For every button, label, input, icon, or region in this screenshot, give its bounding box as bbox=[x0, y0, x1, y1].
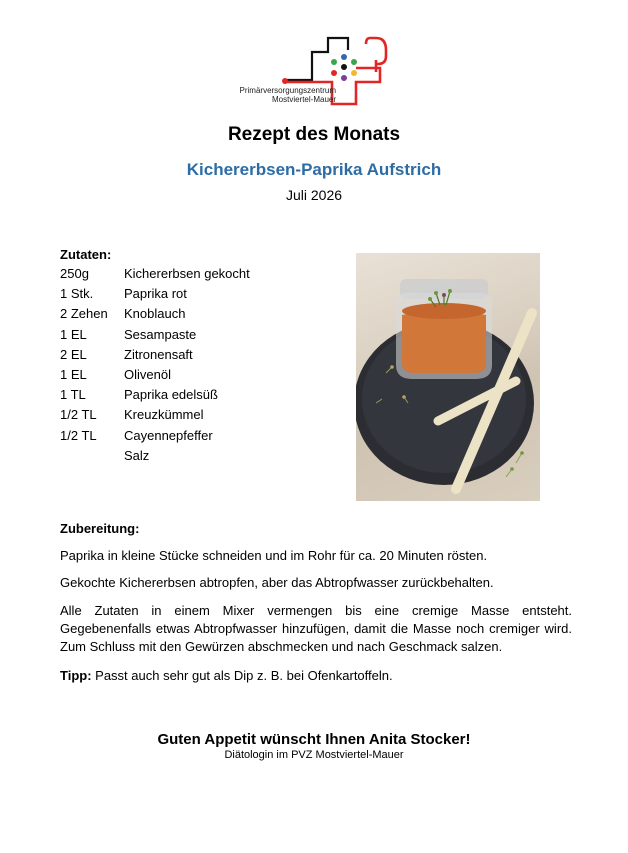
ingredient-name: Paprika rot bbox=[124, 286, 187, 302]
ingredient-amount: 2 Zehen bbox=[60, 306, 108, 322]
closing-line: Guten Appetit wünscht Ihnen Anita Stocker! bbox=[157, 731, 471, 748]
recipe-photo-illustration bbox=[356, 253, 540, 501]
ingredient-row bbox=[60, 304, 250, 324]
ingredient-row bbox=[60, 426, 250, 446]
ingredient-amount: 1 Stk. bbox=[60, 286, 94, 302]
ingredient-name: Knoblauch bbox=[124, 306, 186, 322]
ingredients-list bbox=[60, 264, 250, 466]
ingredient-row bbox=[60, 284, 250, 304]
ingredient-name: Salz bbox=[124, 447, 150, 463]
ingredient-row bbox=[60, 405, 250, 425]
ingredient-amount: 2 EL bbox=[60, 346, 87, 362]
recipe-photo bbox=[356, 253, 540, 501]
signature-line: Diätologin im PVZ Mostviertel-Mauer bbox=[224, 749, 404, 761]
page-title: Rezept des Monats bbox=[227, 124, 401, 145]
ingredient-row bbox=[60, 365, 250, 385]
ingredient-amount: 1/2 TL bbox=[60, 427, 97, 443]
logo-line-1: Primärversorgungszentrum bbox=[239, 86, 336, 95]
preparation-step: Gekochte Kichererbsen abtropfen, aber das Abtropfwasser zurückbehalten. bbox=[60, 575, 494, 590]
preparation-step: Paprika in kleine Stücke schneiden und im Rohr für ca. 20 Minuten rösten. bbox=[60, 548, 488, 563]
ingredient-name: Kreuzkümmel bbox=[124, 407, 204, 423]
ingredient-name: Paprika edelsüß bbox=[124, 387, 218, 403]
preparation-step: Alle Zutaten in einem Mixer vermengen bis eine cremige Masse entsteht. Gegebenenfalls etwas Abtropfwasser hinzufügen, damit die Masse noch cremiger wird. Zum Schluss mit den Gewürzen abschmecken und nach Geschmack salzen. bbox=[60, 603, 572, 654]
ingredient-amount: 1 EL bbox=[60, 367, 87, 383]
preparation-heading: Zubereitung: bbox=[60, 521, 140, 536]
ingredient-row bbox=[60, 264, 250, 284]
tip-text: Passt auch sehr gut als Dip z. B. bei Ofenkartoffeln. bbox=[91, 668, 393, 683]
recipe-date: Juli 2026 bbox=[285, 187, 343, 203]
ingredient-name: Kichererbsen gekocht bbox=[124, 266, 250, 281]
ingredients-heading: Zutaten: bbox=[60, 247, 112, 262]
logo-caption bbox=[236, 86, 336, 104]
tip bbox=[60, 667, 572, 685]
tip-label: Tipp: bbox=[60, 668, 92, 683]
ingredient-amount: 1 EL bbox=[60, 326, 87, 342]
logo-line-2: Mostviertel-Mauer bbox=[271, 95, 336, 104]
ingredient-row bbox=[60, 385, 250, 405]
ingredient-name: Olivenöl bbox=[124, 367, 171, 383]
ingredient-row bbox=[60, 446, 250, 466]
ingredient-row bbox=[60, 345, 250, 365]
ingredient-row bbox=[60, 325, 250, 345]
recipe-title: Kichererbsen-Paprika Aufstrich bbox=[186, 160, 442, 179]
ingredient-name: Sesampaste bbox=[124, 326, 197, 342]
ingredient-name: Cayennepfeffer bbox=[124, 427, 213, 443]
ingredient-amount: 1/2 TL bbox=[60, 407, 97, 423]
ingredient-amount bbox=[60, 446, 124, 466]
ingredient-amount: 1 TL bbox=[60, 387, 86, 403]
ingredient-amount: 250g bbox=[60, 266, 89, 281]
ingredient-name: Zitronensaft bbox=[124, 346, 193, 362]
